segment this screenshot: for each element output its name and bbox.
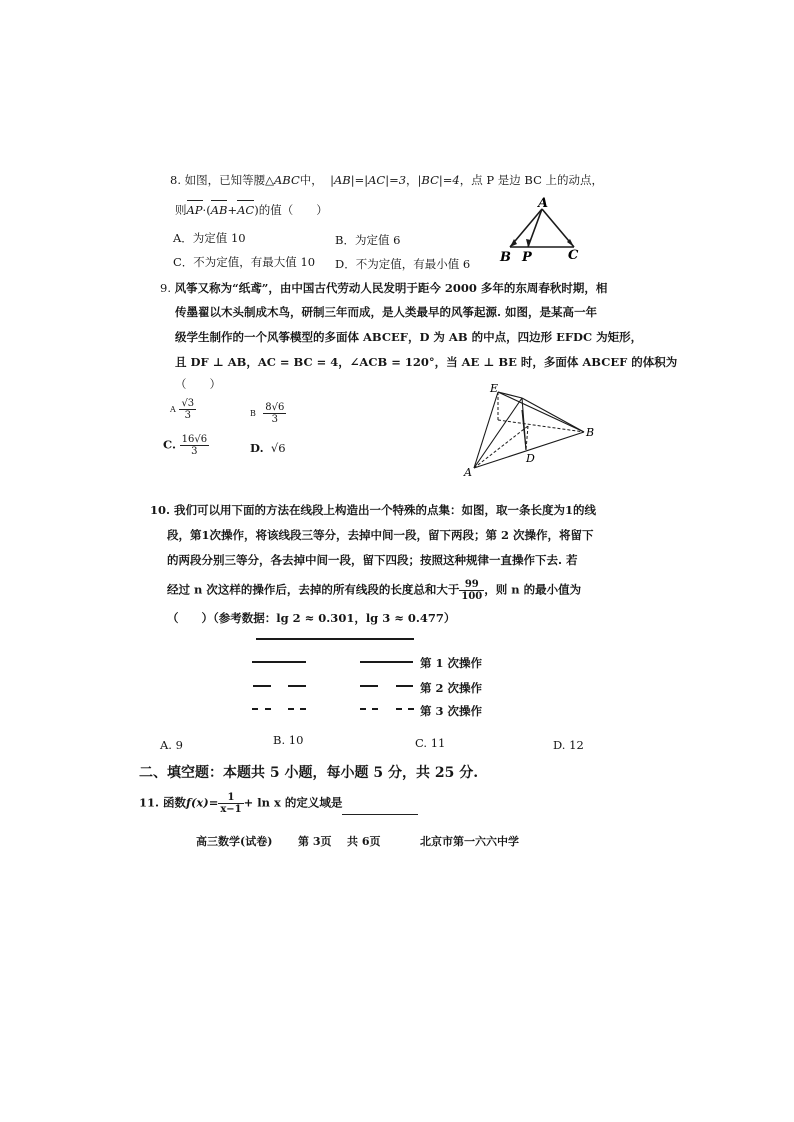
label-c: C [568,248,579,263]
label-e: E [490,382,499,395]
cantor-step1-right [360,661,413,663]
q10-line5: （ ）（参考数据：lg 2 ≈ 0.301，lg 3 ≈ 0.477） [167,611,456,625]
footer-subject: 高三数学(试卷) [196,835,273,848]
label-a: A [538,196,549,211]
q9-option-a: A $\frac{√3}{3}$ [170,398,195,421]
q10-line4: 经过 n 次这样的操作后，去掉的所有线段的长度总和大于 $\frac{99}{100}$ ，则 n 的最小值为 [167,579,582,602]
cantor-step3-seg [360,708,366,710]
q10-line2: 段，第1次操作，将该线段三等分，去掉中间一段，留下两段；第 2 次操作，将留下 [167,528,594,542]
q10-option-d: D. 12 [553,738,584,752]
q8-option-c: C．不为定值，有最大值 10 [173,255,316,269]
q9-option-c: C. $\frac{16√6}{3}$ [163,434,208,457]
label-b: B [586,426,595,439]
answer-blank[interactable] [342,802,418,815]
cantor-step2-seg1 [253,685,271,687]
q8-cond1: |AB|=|AC|=3 [330,173,407,187]
cantor-step1-left [252,661,306,663]
cantor-step3-seg [265,708,271,710]
q8-option-d: D．不为定值，有最小值 6 [335,257,471,271]
q9-line5: （ ） [175,377,221,391]
footer-total: 共 6页 [347,835,381,848]
q10-option-b: B. 10 [273,733,304,747]
footer-page: 第 3页 [298,835,332,848]
q9-line2: 传墨翟以木头制成木鸟，研制三年而成，是人类最早的风筝起源. 如图，是某高一年 [175,305,598,319]
q8-option-a: A．为定值 10 [173,231,246,245]
cantor-step3-seg [300,708,306,710]
q8-line1: 8. 如图，已知等腰△ABC中， |AB|=|AC|=3，|BC|=4，点 P 是边 BC 上的动点， [170,173,604,187]
step3-label: 第 3 次操作 [420,704,483,718]
cantor-step3-seg [252,708,258,710]
cantor-segment-full [256,638,414,640]
section-heading: 二、填空题：本题共 5 小题，每小题 5 分，共 25 分. [139,765,479,781]
q10-option-c: C. 11 [415,736,446,750]
vector-ac: AC [237,203,255,217]
q10-line1: 10. 我们可以用下面的方法在线段上构造出一个特殊的点集：如图，取一条长度为1的线 [150,503,597,517]
q8-triangle-figure [490,195,590,265]
step2-label: 第 2 次操作 [420,681,483,695]
q10-line3: 的两段分别三等分，各去掉中间一段，留下四段；按照这种规律一直操作下去. 若 [167,553,578,567]
cantor-step2-seg3 [360,685,378,687]
cantor-step3-seg [396,708,402,710]
label-a: A [464,466,472,479]
q9-polyhedron-figure [458,380,603,480]
q9-option-b: B $\frac{8√6}{3}$ [250,402,285,425]
cantor-step2-seg4 [396,685,413,687]
label-d: D [526,452,535,465]
q9-line1: 9. 风筝又称为“纸鸢”，由中国古代劳动人民发明于距今 2000 多年的东周春秋时期，相 [160,281,608,295]
vector-ab: AB [210,203,228,217]
footer-school: 北京市第一六六中学 [420,835,519,848]
cantor-step3-seg [408,708,414,710]
q8-cond2: |BC|=4 [417,173,460,187]
cantor-step2-seg2 [288,685,306,687]
q8-option-b: B．为定值 6 [335,233,401,247]
q9-option-d: D. √6 [250,441,286,455]
label-b: B [500,250,511,265]
q9-line3: 级学生制作的一个风筝模型的多面体 ABCEF，D 为 AB 的中点，四边形 EFDC 为矩形， [175,330,643,344]
q9-line4: 且 DF ⊥ AB，AC = BC = 4，∠ACB = 120°，当 AE ⊥ BE 时，多面体 ABCEF 的体积为 [175,355,678,369]
vector-ap: AP [186,203,203,217]
q8-line2: 则AP·(AB+AC)的值（ ） [175,203,328,217]
cantor-step3-seg [372,708,378,710]
step1-label: 第 1 次操作 [420,656,483,670]
q11-line: 11. 函数f(x)= $\frac{1}{x-1}$ + ln x 的定义域是 [139,792,418,815]
label-p: P [522,250,532,265]
cantor-step3-seg [288,708,294,710]
q10-option-a: A. 9 [160,738,183,752]
